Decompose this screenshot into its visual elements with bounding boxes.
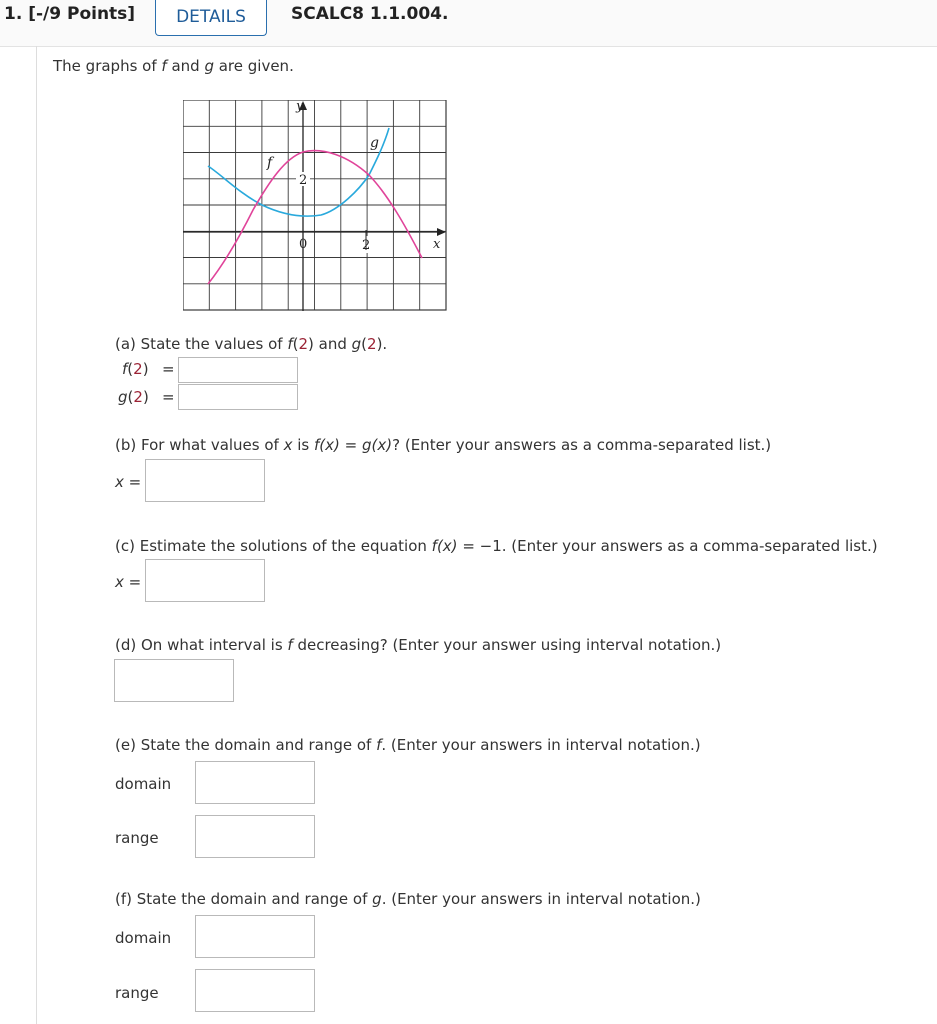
part-c-input[interactable] — [145, 559, 265, 602]
g2-equals: = — [162, 388, 175, 406]
x-axis-label: x — [433, 237, 441, 252]
g2-input[interactable] — [178, 384, 298, 410]
tick-2x: 2 — [362, 238, 371, 253]
part-b-x-label: x = — [115, 473, 142, 491]
part-d-input[interactable] — [114, 659, 234, 702]
part-e-domain-label: domain — [115, 775, 172, 793]
points-label: 1. [-/9 Points] — [4, 4, 136, 24]
content-left-rule — [36, 46, 37, 1024]
part-f-prompt: (f) State the domain and range of g. (Enter your answers in interval notation.) — [115, 890, 701, 908]
details-tab[interactable]: DETAILS — [155, 0, 267, 36]
part-d-prompt: (d) On what interval is f decreasing? (Enter your answer using interval notation.) — [115, 636, 722, 654]
f2-equals: = — [162, 360, 175, 378]
part-e-range-input[interactable] — [195, 815, 315, 858]
g2-label: g(2) — [118, 388, 149, 406]
part-c-x-label: x = — [115, 573, 142, 591]
part-b-input[interactable] — [145, 459, 265, 502]
part-f-range-input[interactable] — [195, 969, 315, 1012]
question-header — [0, 0, 937, 47]
part-f-domain-input[interactable] — [195, 915, 315, 958]
f-curve-label: f — [267, 155, 273, 171]
part-e-domain-input[interactable] — [195, 761, 315, 804]
f2-input[interactable] — [178, 357, 298, 383]
part-e-range-label: range — [115, 829, 159, 847]
part-f-domain-label: domain — [115, 929, 172, 947]
part-b-prompt: (b) For what values of x is f(x) = g(x)? (Enter your answers as a comma-separated list.) — [115, 436, 772, 454]
part-f-range-label: range — [115, 984, 159, 1002]
part-a-prompt: (a) State the values of f(2) and g(2). — [115, 335, 388, 353]
g-curve-label: g — [370, 135, 379, 151]
part-c-prompt: (c) Estimate the solutions of the equation f(x) = −1. (Enter your answers as a comma-separated list.) — [115, 537, 878, 555]
tick-2y: 2 — [299, 173, 308, 188]
problem-code: SCALC8 1.1.004. — [291, 4, 449, 24]
graph-figure — [183, 100, 447, 311]
part-e-prompt: (e) State the domain and range of f. (Enter your answers in interval notation.) — [115, 736, 701, 754]
intro-text: The graphs of f and g are given. — [53, 57, 294, 75]
y-axis-label: y — [296, 100, 304, 114]
f2-label: f(2) — [122, 360, 149, 378]
tick-0: 0 — [299, 237, 308, 252]
